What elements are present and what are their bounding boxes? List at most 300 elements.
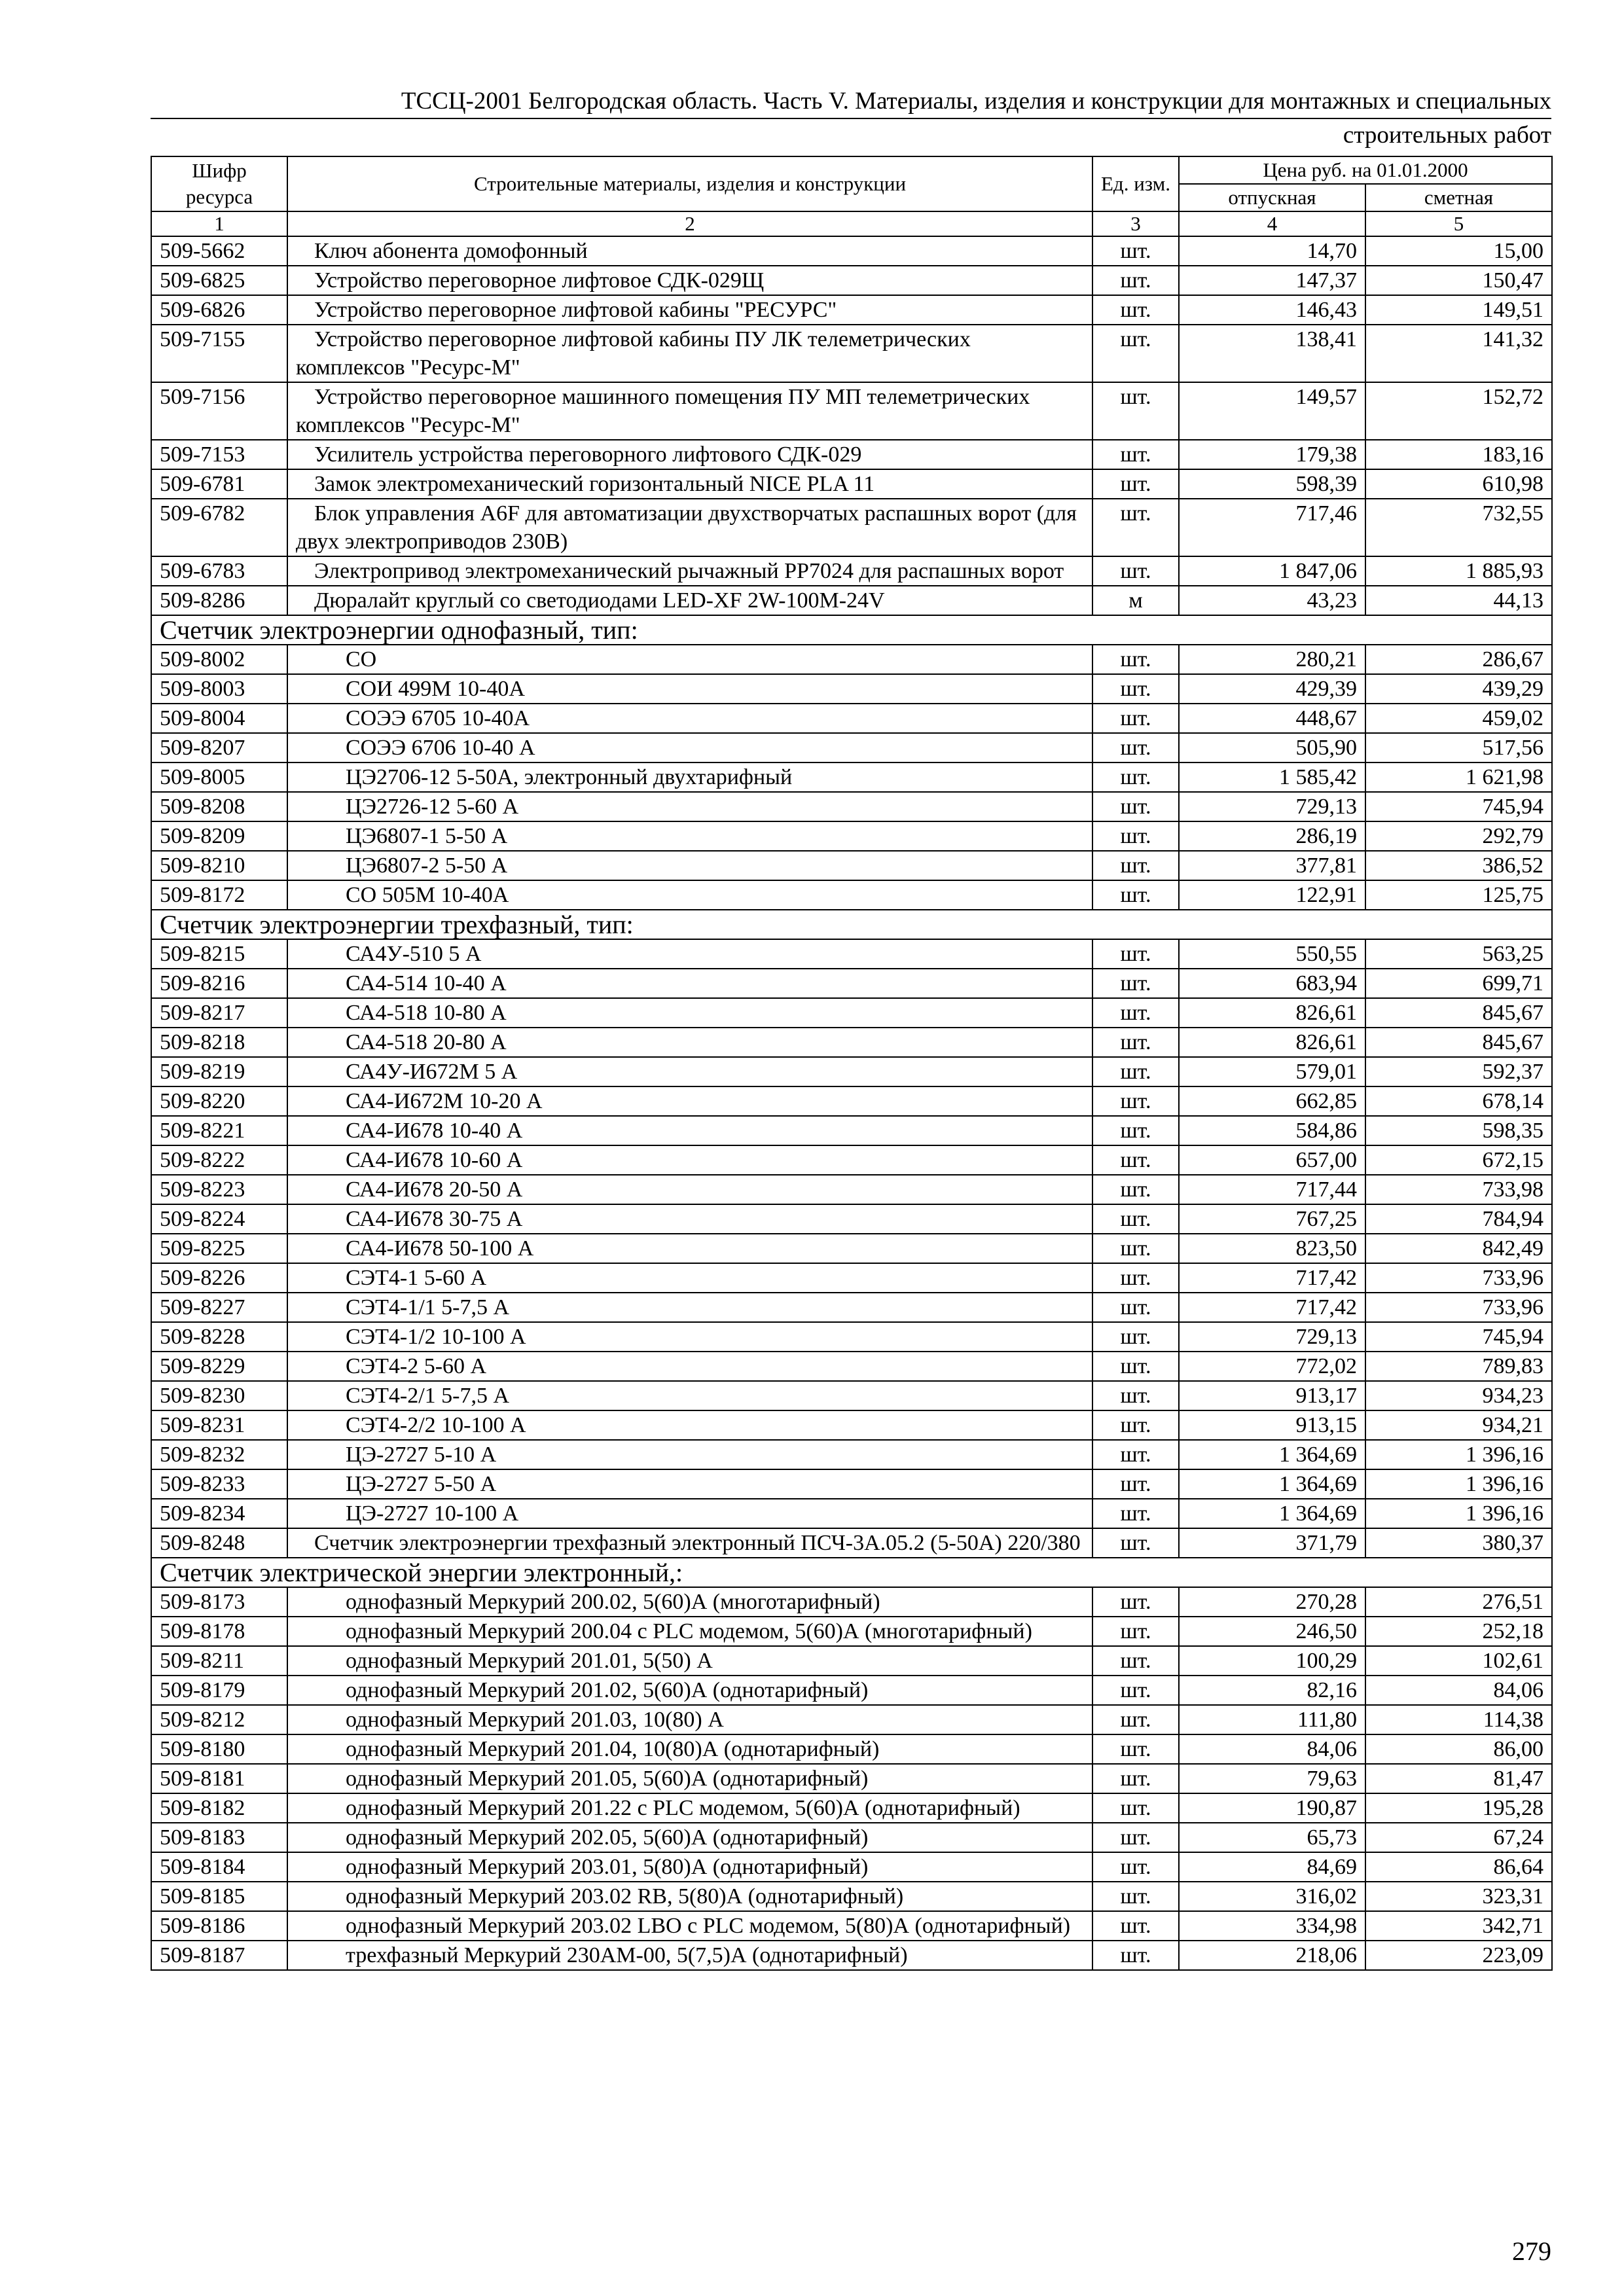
release-price: 584,86 bbox=[1179, 1116, 1365, 1145]
table-row bbox=[151, 382, 1552, 440]
resource-code: 509-8207 bbox=[151, 733, 287, 762]
col-header-name: Строительные материалы, изделия и конструкции bbox=[287, 156, 1092, 211]
section-title: Счетчик электроэнергии трехфазный, тип: bbox=[151, 910, 1552, 939]
estimate-price: 86,64 bbox=[1365, 1852, 1552, 1882]
material-name: ЦЭ-2727 5-50 А bbox=[287, 1469, 1092, 1499]
material-name: СА4-И678 20-50 А bbox=[287, 1175, 1092, 1204]
release-price: 717,46 bbox=[1179, 499, 1365, 556]
resource-code: 509-8225 bbox=[151, 1234, 287, 1263]
estimate-price: 252,18 bbox=[1365, 1617, 1552, 1646]
release-price: 79,63 bbox=[1179, 1764, 1365, 1793]
table-row bbox=[151, 1028, 1552, 1057]
material-name: СА4-514 10-40 А bbox=[287, 969, 1092, 998]
table-row bbox=[151, 1440, 1552, 1469]
table-row bbox=[151, 998, 1552, 1028]
release-price: 218,06 bbox=[1179, 1941, 1365, 1970]
release-price: 826,61 bbox=[1179, 998, 1365, 1028]
unit-cell: шт. bbox=[1092, 1086, 1179, 1116]
table-row bbox=[151, 325, 1552, 382]
section-title: Счетчик электрической энергии электронный,: bbox=[151, 1558, 1552, 1587]
estimate-price: 1 885,93 bbox=[1365, 556, 1552, 586]
unit-cell: шт. bbox=[1092, 1941, 1179, 1970]
unit-cell: шт. bbox=[1092, 821, 1179, 851]
page-header bbox=[151, 85, 1551, 152]
resource-code: 509-8220 bbox=[151, 1086, 287, 1116]
estimate-price: 699,71 bbox=[1365, 969, 1552, 998]
material-name: Замок электромеханический горизонтальный NICE PLA 11 bbox=[287, 469, 1092, 499]
unit-cell: шт. bbox=[1092, 1234, 1179, 1263]
unit-cell: шт. bbox=[1092, 556, 1179, 586]
resource-code: 509-8208 bbox=[151, 792, 287, 821]
estimate-price: 342,71 bbox=[1365, 1911, 1552, 1941]
material-name: ЦЭ2706-12 5-50А, электронный двухтарифный bbox=[287, 762, 1092, 792]
page-number: 279 bbox=[1512, 2236, 1551, 2266]
release-price: 1 364,69 bbox=[1179, 1499, 1365, 1528]
resource-code: 509-6825 bbox=[151, 266, 287, 295]
material-name: СО bbox=[287, 645, 1092, 674]
resource-code: 509-8002 bbox=[151, 645, 287, 674]
resource-code: 509-8181 bbox=[151, 1764, 287, 1793]
material-name: СЭТ4-2/1 5-7,5 А bbox=[287, 1381, 1092, 1410]
resource-code: 509-8286 bbox=[151, 586, 287, 615]
unit-cell: шт. bbox=[1092, 1410, 1179, 1440]
section-row bbox=[151, 910, 1552, 939]
estimate-price: 223,09 bbox=[1365, 1941, 1552, 1970]
material-name: ЦЭ-2727 10-100 А bbox=[287, 1499, 1092, 1528]
material-name: однофазный Меркурий 200.04 с PLC модемом, 5(60)А (многотарифный) bbox=[287, 1617, 1092, 1646]
table-row bbox=[151, 556, 1552, 586]
resource-code: 509-8222 bbox=[151, 1145, 287, 1175]
col-number: 2 bbox=[287, 211, 1092, 236]
material-name: однофазный Меркурий 202.05, 5(60)А (однотарифный) bbox=[287, 1823, 1092, 1852]
col-number: 3 bbox=[1092, 211, 1179, 236]
col-number: 4 bbox=[1179, 211, 1365, 236]
estimate-price: 1 396,16 bbox=[1365, 1469, 1552, 1499]
estimate-price: 44,13 bbox=[1365, 586, 1552, 615]
resource-code: 509-6826 bbox=[151, 295, 287, 325]
table-row bbox=[151, 1263, 1552, 1293]
table-row bbox=[151, 266, 1552, 295]
material-name: ЦЭ6807-1 5-50 А bbox=[287, 821, 1092, 851]
table-row bbox=[151, 1293, 1552, 1322]
material-name: СА4-518 10-80 А bbox=[287, 998, 1092, 1028]
table-row bbox=[151, 1234, 1552, 1263]
estimate-price: 845,67 bbox=[1365, 1028, 1552, 1057]
release-price: 717,42 bbox=[1179, 1293, 1365, 1322]
table-row bbox=[151, 1499, 1552, 1528]
estimate-price: 733,96 bbox=[1365, 1263, 1552, 1293]
release-price: 1 847,06 bbox=[1179, 556, 1365, 586]
resource-code: 509-8209 bbox=[151, 821, 287, 851]
resource-code: 509-8210 bbox=[151, 851, 287, 880]
unit-cell: шт. bbox=[1092, 1322, 1179, 1352]
estimate-price: 563,25 bbox=[1365, 939, 1552, 969]
table-row bbox=[151, 1823, 1552, 1852]
resource-code: 509-8218 bbox=[151, 1028, 287, 1057]
resource-code: 509-7153 bbox=[151, 440, 287, 469]
resource-code: 509-8248 bbox=[151, 1528, 287, 1558]
material-name: Ключ абонента домофонный bbox=[287, 236, 1092, 266]
table-row bbox=[151, 1734, 1552, 1764]
estimate-price: 789,83 bbox=[1365, 1352, 1552, 1381]
table-row bbox=[151, 1086, 1552, 1116]
material-name: СОИ 499М 10-40А bbox=[287, 674, 1092, 704]
material-name: Счетчик электроэнергии трехфазный электронный ПСЧ-3А.05.2 (5-50А) 220/380 bbox=[287, 1528, 1092, 1558]
material-name: Устройство переговорное лифтовой кабины ПУ ЛК телеметрических комплексов "Ресурс-М" bbox=[287, 325, 1092, 382]
unit-cell: шт. bbox=[1092, 266, 1179, 295]
estimate-price: 81,47 bbox=[1365, 1764, 1552, 1793]
resource-code: 509-8219 bbox=[151, 1057, 287, 1086]
material-name: Блок управления A6F для автоматизации двухстворчатых распашных ворот (для двух электроприводов 230В) bbox=[287, 499, 1092, 556]
release-price: 823,50 bbox=[1179, 1234, 1365, 1263]
release-price: 270,28 bbox=[1179, 1587, 1365, 1617]
material-name: СА4У-510 5 А bbox=[287, 939, 1092, 969]
unit-cell: шт. bbox=[1092, 1911, 1179, 1941]
col-header-price-release: отпускная bbox=[1179, 184, 1365, 211]
resource-code: 509-8226 bbox=[151, 1263, 287, 1293]
unit-cell: шт. bbox=[1092, 1617, 1179, 1646]
material-name: однофазный Меркурий 203.01, 5(80)А (однотарифный) bbox=[287, 1852, 1092, 1882]
resource-code: 509-8003 bbox=[151, 674, 287, 704]
unit-cell: шт. bbox=[1092, 1852, 1179, 1882]
table-row bbox=[151, 1469, 1552, 1499]
table-row bbox=[151, 851, 1552, 880]
material-name: однофазный Меркурий 201.04, 10(80)А (однотарифный) bbox=[287, 1734, 1092, 1764]
resource-code: 509-8005 bbox=[151, 762, 287, 792]
col-number: 1 bbox=[151, 211, 287, 236]
estimate-price: 141,32 bbox=[1365, 325, 1552, 382]
estimate-price: 733,98 bbox=[1365, 1175, 1552, 1204]
release-price: 550,55 bbox=[1179, 939, 1365, 969]
release-price: 111,80 bbox=[1179, 1705, 1365, 1734]
resource-code: 509-8184 bbox=[151, 1852, 287, 1882]
material-name: СА4У-И672М 5 А bbox=[287, 1057, 1092, 1086]
table-row bbox=[151, 1705, 1552, 1734]
resource-code: 509-8227 bbox=[151, 1293, 287, 1322]
material-name: СЭТ4-1/1 5-7,5 А bbox=[287, 1293, 1092, 1322]
col-header-price-estimate: сметная bbox=[1365, 184, 1552, 211]
estimate-price: 845,67 bbox=[1365, 998, 1552, 1028]
estimate-price: 1 396,16 bbox=[1365, 1440, 1552, 1469]
table-row bbox=[151, 704, 1552, 733]
unit-cell: шт. bbox=[1092, 674, 1179, 704]
release-price: 717,44 bbox=[1179, 1175, 1365, 1204]
material-name: СА4-518 20-80 А bbox=[287, 1028, 1092, 1057]
release-price: 334,98 bbox=[1179, 1911, 1365, 1941]
material-name: Устройство переговорное машинного помещения ПУ МП телеметрических комплексов "Ресурс-М" bbox=[287, 382, 1092, 440]
release-price: 82,16 bbox=[1179, 1676, 1365, 1705]
material-name: ЦЭ6807-2 5-50 А bbox=[287, 851, 1092, 880]
resource-code: 509-8215 bbox=[151, 939, 287, 969]
table-row bbox=[151, 674, 1552, 704]
unit-cell: шт. bbox=[1092, 880, 1179, 910]
material-name: Электропривод электромеханический рычажный PP7024 для распашных ворот bbox=[287, 556, 1092, 586]
release-price: 100,29 bbox=[1179, 1646, 1365, 1676]
resource-code: 509-5662 bbox=[151, 236, 287, 266]
material-name: СА4-И678 50-100 А bbox=[287, 1234, 1092, 1263]
material-name: СОЭЭ 6706 10-40 А bbox=[287, 733, 1092, 762]
resource-code: 509-7156 bbox=[151, 382, 287, 440]
estimate-price: 732,55 bbox=[1365, 499, 1552, 556]
unit-cell: шт. bbox=[1092, 1793, 1179, 1823]
unit-cell: шт. bbox=[1092, 998, 1179, 1028]
unit-cell: шт. bbox=[1092, 1352, 1179, 1381]
material-name: ЦЭ2726-12 5-60 А bbox=[287, 792, 1092, 821]
table-row bbox=[151, 440, 1552, 469]
table-row bbox=[151, 1528, 1552, 1558]
estimate-price: 292,79 bbox=[1365, 821, 1552, 851]
table-row bbox=[151, 733, 1552, 762]
release-price: 729,13 bbox=[1179, 792, 1365, 821]
unit-cell: шт. bbox=[1092, 1646, 1179, 1676]
material-name: СО 505М 10-40А bbox=[287, 880, 1092, 910]
release-price: 316,02 bbox=[1179, 1882, 1365, 1911]
material-name: СОЭЭ 6705 10-40А bbox=[287, 704, 1092, 733]
release-price: 662,85 bbox=[1179, 1086, 1365, 1116]
unit-cell: м bbox=[1092, 586, 1179, 615]
estimate-price: 276,51 bbox=[1365, 1587, 1552, 1617]
release-price: 913,17 bbox=[1179, 1381, 1365, 1410]
unit-cell: шт. bbox=[1092, 1705, 1179, 1734]
resource-code: 509-6781 bbox=[151, 469, 287, 499]
estimate-price: 934,21 bbox=[1365, 1410, 1552, 1440]
table-row bbox=[151, 969, 1552, 998]
resource-code: 509-8217 bbox=[151, 998, 287, 1028]
section-row bbox=[151, 615, 1552, 645]
resource-code: 509-8230 bbox=[151, 1381, 287, 1410]
resource-code: 509-8186 bbox=[151, 1911, 287, 1941]
unit-cell: шт. bbox=[1092, 295, 1179, 325]
table-row bbox=[151, 1676, 1552, 1705]
release-price: 683,94 bbox=[1179, 969, 1365, 998]
estimate-price: 86,00 bbox=[1365, 1734, 1552, 1764]
release-price: 826,61 bbox=[1179, 1028, 1365, 1057]
resource-code: 509-8229 bbox=[151, 1352, 287, 1381]
estimate-price: 592,37 bbox=[1365, 1057, 1552, 1086]
material-name: СА4-И678 10-40 А bbox=[287, 1116, 1092, 1145]
release-price: 1 364,69 bbox=[1179, 1469, 1365, 1499]
table-row bbox=[151, 1941, 1552, 1970]
resource-code: 509-8178 bbox=[151, 1617, 287, 1646]
table-row bbox=[151, 1204, 1552, 1234]
table-row bbox=[151, 469, 1552, 499]
table-row bbox=[151, 1322, 1552, 1352]
unit-cell: шт. bbox=[1092, 499, 1179, 556]
release-price: 146,43 bbox=[1179, 295, 1365, 325]
table-row bbox=[151, 792, 1552, 821]
material-name: однофазный Меркурий 203.02 LBO с PLC модемом, 5(80)А (однотарифный) bbox=[287, 1911, 1092, 1941]
estimate-price: 149,51 bbox=[1365, 295, 1552, 325]
estimate-price: 678,14 bbox=[1365, 1086, 1552, 1116]
table-row bbox=[151, 499, 1552, 556]
release-price: 767,25 bbox=[1179, 1204, 1365, 1234]
unit-cell: шт. bbox=[1092, 1676, 1179, 1705]
table-row bbox=[151, 586, 1552, 615]
resource-code: 509-6782 bbox=[151, 499, 287, 556]
estimate-price: 152,72 bbox=[1365, 382, 1552, 440]
estimate-price: 386,52 bbox=[1365, 851, 1552, 880]
estimate-price: 114,38 bbox=[1365, 1705, 1552, 1734]
table-row bbox=[151, 762, 1552, 792]
resource-code: 509-8182 bbox=[151, 1793, 287, 1823]
col-header-unit: Ед. изм. bbox=[1092, 156, 1179, 211]
release-price: 138,41 bbox=[1179, 325, 1365, 382]
unit-cell: шт. bbox=[1092, 792, 1179, 821]
unit-cell: шт. bbox=[1092, 440, 1179, 469]
resource-code: 509-8216 bbox=[151, 969, 287, 998]
release-price: 505,90 bbox=[1179, 733, 1365, 762]
table-row bbox=[151, 1175, 1552, 1204]
material-name: ЦЭ-2727 5-10 А bbox=[287, 1440, 1092, 1469]
estimate-price: 598,35 bbox=[1365, 1116, 1552, 1145]
estimate-price: 459,02 bbox=[1365, 704, 1552, 733]
table-row bbox=[151, 1764, 1552, 1793]
table-row bbox=[151, 1852, 1552, 1882]
section-title: Счетчик электроэнергии однофазный, тип: bbox=[151, 615, 1552, 645]
release-price: 1 364,69 bbox=[1179, 1440, 1365, 1469]
material-name: трехфазный Меркурий 230АМ-00, 5(7,5)А (однотарифный) bbox=[287, 1941, 1092, 1970]
resource-code: 509-8172 bbox=[151, 880, 287, 910]
unit-cell: шт. bbox=[1092, 325, 1179, 382]
release-price: 122,91 bbox=[1179, 880, 1365, 910]
estimate-price: 15,00 bbox=[1365, 236, 1552, 266]
unit-cell: шт. bbox=[1092, 851, 1179, 880]
release-price: 717,42 bbox=[1179, 1263, 1365, 1293]
material-name: однофазный Меркурий 201.02, 5(60)А (однотарифный) bbox=[287, 1676, 1092, 1705]
release-price: 657,00 bbox=[1179, 1145, 1365, 1175]
resource-code: 509-8004 bbox=[151, 704, 287, 733]
estimate-price: 517,56 bbox=[1365, 733, 1552, 762]
unit-cell: шт. bbox=[1092, 236, 1179, 266]
table-row bbox=[151, 1587, 1552, 1617]
estimate-price: 102,61 bbox=[1365, 1646, 1552, 1676]
resource-code: 509-8221 bbox=[151, 1116, 287, 1145]
estimate-price: 125,75 bbox=[1365, 880, 1552, 910]
table-row bbox=[151, 939, 1552, 969]
resource-code: 509-8234 bbox=[151, 1499, 287, 1528]
estimate-price: 745,94 bbox=[1365, 792, 1552, 821]
unit-cell: шт. bbox=[1092, 704, 1179, 733]
unit-cell: шт. bbox=[1092, 1440, 1179, 1469]
material-name: СЭТ4-1/2 10-100 А bbox=[287, 1322, 1092, 1352]
estimate-price: 1 396,16 bbox=[1365, 1499, 1552, 1528]
resource-code: 509-8179 bbox=[151, 1676, 287, 1705]
table-row bbox=[151, 295, 1552, 325]
unit-cell: шт. bbox=[1092, 645, 1179, 674]
estimate-price: 183,16 bbox=[1365, 440, 1552, 469]
unit-cell: шт. bbox=[1092, 733, 1179, 762]
material-name: СА4-И672М 10-20 А bbox=[287, 1086, 1092, 1116]
table-body bbox=[151, 236, 1552, 1970]
material-name: однофазный Меркурий 203.02 RB, 5(80)А (однотарифный) bbox=[287, 1882, 1092, 1911]
estimate-price: 784,94 bbox=[1365, 1204, 1552, 1234]
table-row bbox=[151, 645, 1552, 674]
section-row bbox=[151, 1558, 1552, 1587]
table-row bbox=[151, 1911, 1552, 1941]
resource-code: 509-8232 bbox=[151, 1440, 287, 1469]
release-price: 377,81 bbox=[1179, 851, 1365, 880]
resource-code: 509-8223 bbox=[151, 1175, 287, 1204]
resource-code: 509-8180 bbox=[151, 1734, 287, 1764]
estimate-price: 745,94 bbox=[1365, 1322, 1552, 1352]
release-price: 65,73 bbox=[1179, 1823, 1365, 1852]
unit-cell: шт. bbox=[1092, 1823, 1179, 1852]
material-name: СЭТ4-2 5-60 А bbox=[287, 1352, 1092, 1381]
release-price: 448,67 bbox=[1179, 704, 1365, 733]
resource-code: 509-6783 bbox=[151, 556, 287, 586]
table-row bbox=[151, 1793, 1552, 1823]
resource-code: 509-8228 bbox=[151, 1322, 287, 1352]
estimate-price: 286,67 bbox=[1365, 645, 1552, 674]
unit-cell: шт. bbox=[1092, 1528, 1179, 1558]
unit-cell: шт. bbox=[1092, 1381, 1179, 1410]
unit-cell: шт. bbox=[1092, 1764, 1179, 1793]
release-price: 246,50 bbox=[1179, 1617, 1365, 1646]
unit-cell: шт. bbox=[1092, 1175, 1179, 1204]
table-row bbox=[151, 821, 1552, 851]
col-header-code: Шифр ресурса bbox=[151, 156, 287, 211]
table-row bbox=[151, 236, 1552, 266]
unit-cell: шт. bbox=[1092, 382, 1179, 440]
resource-code: 509-8183 bbox=[151, 1823, 287, 1852]
table-row bbox=[151, 1381, 1552, 1410]
estimate-price: 150,47 bbox=[1365, 266, 1552, 295]
unit-cell: шт. bbox=[1092, 762, 1179, 792]
unit-cell: шт. bbox=[1092, 1263, 1179, 1293]
release-price: 84,69 bbox=[1179, 1852, 1365, 1882]
release-price: 280,21 bbox=[1179, 645, 1365, 674]
material-name: однофазный Меркурий 201.05, 5(60)А (однотарифный) bbox=[287, 1764, 1092, 1793]
table-row bbox=[151, 1145, 1552, 1175]
table-row bbox=[151, 1617, 1552, 1646]
material-name: СА4-И678 10-60 А bbox=[287, 1145, 1092, 1175]
unit-cell: шт. bbox=[1092, 1057, 1179, 1086]
material-name: Дюралайт круглый со светодиодами LED-XF 2W-100M-24V bbox=[287, 586, 1092, 615]
release-price: 190,87 bbox=[1179, 1793, 1365, 1823]
release-price: 429,39 bbox=[1179, 674, 1365, 704]
unit-cell: шт. bbox=[1092, 1882, 1179, 1911]
resource-code: 509-8173 bbox=[151, 1587, 287, 1617]
resource-code: 509-8185 bbox=[151, 1882, 287, 1911]
estimate-price: 380,37 bbox=[1365, 1528, 1552, 1558]
table-row bbox=[151, 1057, 1552, 1086]
estimate-price: 672,15 bbox=[1365, 1145, 1552, 1175]
resource-code: 509-7155 bbox=[151, 325, 287, 382]
estimate-price: 842,49 bbox=[1365, 1234, 1552, 1263]
estimate-price: 439,29 bbox=[1365, 674, 1552, 704]
material-name: однофазный Меркурий 201.01, 5(50) А bbox=[287, 1646, 1092, 1676]
release-price: 43,23 bbox=[1179, 586, 1365, 615]
unit-cell: шт. bbox=[1092, 939, 1179, 969]
estimate-price: 733,96 bbox=[1365, 1293, 1552, 1322]
header-title: ТССЦ-2001 Белгородская область. Часть V. Материалы, изделия и конструкции для монтажных и специальных bbox=[151, 85, 1551, 119]
estimate-price: 934,23 bbox=[1365, 1381, 1552, 1410]
material-name: Усилитель устройства переговорного лифтового СДК-029 bbox=[287, 440, 1092, 469]
unit-cell: шт. bbox=[1092, 1116, 1179, 1145]
unit-cell: шт. bbox=[1092, 1469, 1179, 1499]
resource-code: 509-8233 bbox=[151, 1469, 287, 1499]
unit-cell: шт. bbox=[1092, 469, 1179, 499]
table-row bbox=[151, 1116, 1552, 1145]
unit-cell: шт. bbox=[1092, 1204, 1179, 1234]
resource-code: 509-8212 bbox=[151, 1705, 287, 1734]
unit-cell: шт. bbox=[1092, 969, 1179, 998]
estimate-price: 195,28 bbox=[1365, 1793, 1552, 1823]
table-row bbox=[151, 1882, 1552, 1911]
estimate-price: 610,98 bbox=[1365, 469, 1552, 499]
resource-code: 509-8211 bbox=[151, 1646, 287, 1676]
release-price: 14,70 bbox=[1179, 236, 1365, 266]
